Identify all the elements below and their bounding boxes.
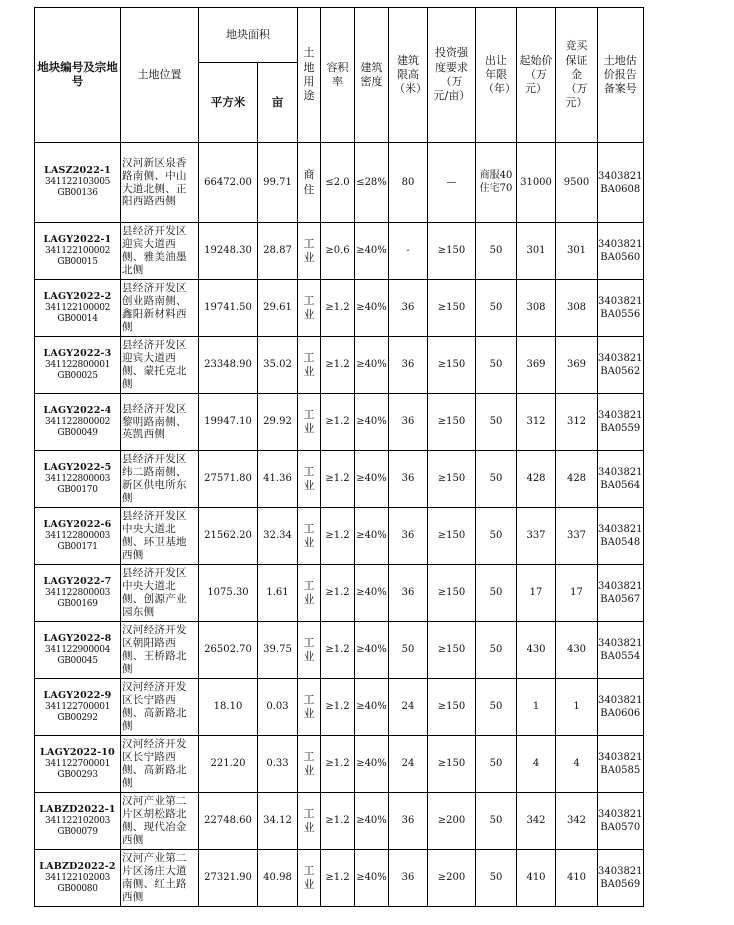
appraisal-cell: [598, 850, 644, 907]
height-cell: 50: [389, 622, 428, 679]
height-cell: 36: [389, 337, 428, 394]
parcel-code: LAGY2022-4: [43, 404, 112, 416]
area-mu-cell: 41.36: [258, 451, 298, 508]
start-price-cell: 31000: [517, 143, 556, 223]
plot-ratio-cell: ≥1.2: [321, 451, 355, 508]
zong-number-1: 341122103005: [44, 177, 111, 188]
parcel-id-cell: [35, 850, 121, 907]
start-price-cell: 342: [517, 793, 556, 850]
zong-number-2: GB00293: [57, 769, 98, 780]
height-cell: 36: [389, 565, 428, 622]
header-building-density: 建筑密度: [355, 8, 389, 143]
investment-cell: ≥150: [428, 223, 476, 280]
zong-number-2: GB00049: [57, 427, 98, 438]
area-sqm-cell: 27321.90: [199, 850, 258, 907]
appraisal-number-1: 3403821: [598, 239, 643, 250]
zong-number-2: GB00170: [57, 484, 98, 495]
zong-number-1: 341122900004: [44, 644, 111, 655]
zong-number-1: 341122800003: [44, 530, 111, 541]
zong-number-1: 341122102003: [44, 872, 111, 883]
land-use-cell: 工业: [298, 736, 321, 793]
appraisal-cell: [598, 565, 644, 622]
appraisal-cell: [598, 679, 644, 736]
table-row: [35, 337, 644, 394]
area-sqm-cell: 19947.10: [199, 394, 258, 451]
density-cell: ≥40%: [355, 850, 389, 907]
appraisal-number-2: BA0608: [600, 183, 641, 195]
parcel-code: LABZD2022-2: [39, 860, 116, 872]
header-area-sqm: 平方米: [199, 63, 258, 143]
start-price-cell: 410: [517, 850, 556, 907]
zong-number-1: 341122102003: [44, 815, 111, 826]
parcel-id-cell: [35, 736, 121, 793]
height-cell: -: [389, 223, 428, 280]
investment-cell: ≥200: [428, 850, 476, 907]
appraisal-number-1: 3403821: [598, 296, 643, 307]
appraisal-number-1: 3403821: [598, 353, 643, 364]
start-price-cell: 308: [517, 280, 556, 337]
deposit-cell: 312: [556, 394, 598, 451]
area-mu-cell: 99.71: [258, 143, 298, 223]
term-cell: 50: [476, 394, 517, 451]
location-cell: 县经济开发区中央大道北侧、环卫基地西侧: [121, 508, 199, 565]
land-use-cell: 工业: [298, 622, 321, 679]
deposit-cell: 410: [556, 850, 598, 907]
investment-cell: ≥150: [428, 679, 476, 736]
investment-cell: ≥150: [428, 508, 476, 565]
appraisal-number-2: BA0560: [600, 252, 641, 263]
investment-cell: ≥150: [428, 736, 476, 793]
start-price-cell: 428: [517, 451, 556, 508]
parcel-id-cell: [35, 223, 121, 280]
zong-number-1: 341122700001: [44, 758, 111, 769]
appraisal-number-2: BA0556: [600, 309, 641, 320]
area-sqm-cell: 1075.30: [199, 565, 258, 622]
density-cell: ≥40%: [355, 622, 389, 679]
plot-ratio-cell: ≥1.2: [321, 394, 355, 451]
table-row: [35, 679, 644, 736]
parcel-code: LAGY2022-9: [43, 689, 112, 701]
area-sqm-cell: 27571.80: [199, 451, 258, 508]
investment-cell: ≥150: [428, 622, 476, 679]
start-price-cell: 4: [517, 736, 556, 793]
area-sqm-cell: 21562.20: [199, 508, 258, 565]
location-cell: 县经济开发区黎明路南侧、英凯西侧: [121, 394, 199, 451]
land-parcel-table: [34, 7, 644, 907]
land-use-cell: 工业: [298, 337, 321, 394]
zong-number-2: GB00014: [57, 313, 98, 324]
appraisal-cell: [598, 337, 644, 394]
start-price-cell: 337: [517, 508, 556, 565]
zong-number-2: GB00015: [57, 256, 98, 267]
zong-number-1: 341122100002: [44, 302, 111, 313]
parcel-code: LAGY2022-3: [43, 347, 112, 359]
appraisal-cell: [598, 223, 644, 280]
zong-number-2: GB00169: [57, 598, 98, 609]
term-cell: 50: [476, 850, 517, 907]
appraisal-cell: [598, 622, 644, 679]
start-price-cell: 301: [517, 223, 556, 280]
deposit-cell: 1: [556, 679, 598, 736]
parcel-id-cell: [35, 622, 121, 679]
density-cell: ≥40%: [355, 565, 389, 622]
table-row: [35, 280, 644, 337]
height-cell: 36: [389, 451, 428, 508]
location-cell: 汉河经济开发区长宁路西侧、高新路北侧: [121, 736, 199, 793]
zong-number-2: GB00025: [57, 370, 98, 381]
land-use-cell: 工业: [298, 451, 321, 508]
investment-cell: ≥150: [428, 280, 476, 337]
area-sqm-cell: 221.20: [199, 736, 258, 793]
appraisal-number-2: BA0548: [600, 537, 641, 548]
density-cell: ≤28%: [355, 143, 389, 223]
appraisal-number-1: 3403821: [598, 581, 643, 592]
area-sqm-cell: 19248.30: [199, 223, 258, 280]
header-deposit: 竞买保证金（万元）: [556, 8, 598, 143]
table-row: [35, 622, 644, 679]
parcel-id-cell: [35, 679, 121, 736]
area-sqm-cell: 26502.70: [199, 622, 258, 679]
density-cell: ≥40%: [355, 736, 389, 793]
header-investment: 投资强度要求（万元/亩）: [428, 8, 476, 143]
height-cell: 24: [389, 679, 428, 736]
parcel-code: LASZ2022-1: [44, 165, 111, 177]
area-mu-cell: 29.61: [258, 280, 298, 337]
density-cell: ≥40%: [355, 394, 389, 451]
parcel-code: LAGY2022-1: [43, 233, 112, 245]
location-cell: 汉河产业第二片区胡松路北侧、现代冶金西侧: [121, 793, 199, 850]
start-price-cell: 430: [517, 622, 556, 679]
zong-number-2: GB00136: [57, 188, 98, 199]
parcel-id-cell: [35, 793, 121, 850]
zong-number-2: GB00171: [57, 541, 98, 552]
plot-ratio-cell: ≥1.2: [321, 337, 355, 394]
investment-cell: —: [428, 143, 476, 223]
investment-cell: ≥150: [428, 451, 476, 508]
term-cell: 商服40住宅70: [476, 143, 517, 223]
area-mu-cell: 32.34: [258, 508, 298, 565]
start-price-cell: 369: [517, 337, 556, 394]
height-cell: 36: [389, 394, 428, 451]
area-mu-cell: 28.87: [258, 223, 298, 280]
parcel-code: LAGY2022-6: [43, 518, 112, 530]
parcel-id-cell: [35, 565, 121, 622]
deposit-cell: 4: [556, 736, 598, 793]
plot-ratio-cell: ≥1.2: [321, 679, 355, 736]
location-cell: 县经济开发区迎宾大道西侧、蒙托克北侧: [121, 337, 199, 394]
appraisal-number-1: 3403821: [598, 467, 643, 478]
zong-number-2: GB00080: [57, 883, 98, 894]
investment-cell: ≥150: [428, 565, 476, 622]
height-cell: 36: [389, 793, 428, 850]
appraisal-cell: [598, 451, 644, 508]
table-row: [35, 223, 644, 280]
zong-number-2: GB00079: [57, 826, 98, 837]
area-mu-cell: 1.61: [258, 565, 298, 622]
area-sqm-cell: 23348.90: [199, 337, 258, 394]
land-use-cell: 工业: [298, 850, 321, 907]
location-cell: 汉河新区泉香路南侧、中山大道北侧、正阳西路西侧: [121, 143, 199, 223]
appraisal-cell: [598, 508, 644, 565]
header-appraisal: 土地估价报告备案号: [598, 8, 644, 143]
height-cell: 80: [389, 143, 428, 223]
header-height-limit: 建筑限高（米）: [389, 8, 428, 143]
area-sqm-cell: 18.10: [199, 679, 258, 736]
appraisal-number-2: BA0559: [600, 423, 641, 434]
appraisal-number-1: 3403821: [598, 410, 643, 421]
plot-ratio-cell: ≤2.0: [321, 143, 355, 223]
start-price-cell: 17: [517, 565, 556, 622]
term-cell: 50: [476, 337, 517, 394]
height-cell: 24: [389, 736, 428, 793]
density-cell: ≥40%: [355, 223, 389, 280]
term-cell: 50: [476, 223, 517, 280]
density-cell: ≥40%: [355, 793, 389, 850]
plot-ratio-cell: ≥1.2: [321, 565, 355, 622]
deposit-cell: 9500: [556, 143, 598, 223]
start-price-cell: 1: [517, 679, 556, 736]
table-row: [35, 793, 644, 850]
height-cell: 36: [389, 508, 428, 565]
zong-number-1: 341122800003: [44, 587, 111, 598]
density-cell: ≥40%: [355, 337, 389, 394]
header-location: 土地位置: [121, 8, 199, 143]
appraisal-number-1: 3403821: [598, 170, 643, 182]
parcel-id-cell: [35, 143, 121, 223]
density-cell: ≥40%: [355, 280, 389, 337]
parcel-id-cell: [35, 508, 121, 565]
parcel-code: LAGY2022-10: [40, 746, 115, 758]
location-cell: 县经济开发区纬二路南侧、新区供电所东侧: [121, 451, 199, 508]
investment-cell: ≥150: [428, 337, 476, 394]
zong-number-1: 341122800002: [44, 416, 111, 427]
investment-cell: ≥200: [428, 793, 476, 850]
location-cell: 县经济开发区创业路南侧、鑫阳新材料西侧: [121, 280, 199, 337]
appraisal-number-2: BA0567: [600, 594, 641, 605]
deposit-cell: 308: [556, 280, 598, 337]
appraisal-cell: [598, 793, 644, 850]
appraisal-cell: [598, 394, 644, 451]
header-land-use: 土地用途: [298, 8, 321, 143]
location-cell: 汉河经济开发区长宁路西侧、高新路北侧: [121, 679, 199, 736]
parcel-code: LAGY2022-7: [43, 575, 112, 587]
appraisal-number-1: 3403821: [598, 695, 643, 706]
height-cell: 36: [389, 850, 428, 907]
appraisal-cell: [598, 280, 644, 337]
zong-number-2: GB00045: [57, 655, 98, 666]
table-row: [35, 394, 644, 451]
area-mu-cell: 39.75: [258, 622, 298, 679]
area-mu-cell: 34.12: [258, 793, 298, 850]
plot-ratio-cell: ≥0.6: [321, 223, 355, 280]
term-cell: 50: [476, 679, 517, 736]
term-cell: 50: [476, 280, 517, 337]
term-cell: 50: [476, 622, 517, 679]
term-cell: 50: [476, 451, 517, 508]
header-area: 地块面积: [199, 8, 298, 63]
appraisal-number-1: 3403821: [598, 752, 643, 763]
parcel-id-cell: [35, 280, 121, 337]
deposit-cell: 369: [556, 337, 598, 394]
zong-number-1: 341122700001: [44, 701, 111, 712]
zong-number-1: 341122100002: [44, 245, 111, 256]
zong-number-2: GB00292: [57, 712, 98, 723]
appraisal-number-2: BA0569: [600, 879, 641, 890]
appraisal-cell: [598, 143, 644, 223]
area-sqm-cell: 66472.00: [199, 143, 258, 223]
header-parcel-id: 地块编号及宗地号: [35, 8, 121, 143]
deposit-cell: 430: [556, 622, 598, 679]
plot-ratio-cell: ≥1.2: [321, 736, 355, 793]
parcel-id-cell: [35, 337, 121, 394]
deposit-cell: 17: [556, 565, 598, 622]
investment-cell: ≥150: [428, 394, 476, 451]
land-use-cell: 商住: [298, 143, 321, 223]
plot-ratio-cell: ≥1.2: [321, 850, 355, 907]
area-mu-cell: 40.98: [258, 850, 298, 907]
land-use-cell: 工业: [298, 223, 321, 280]
location-cell: 汉河经济开发区朝阳路西侧、王桥路北侧: [121, 622, 199, 679]
term-cell: 50: [476, 793, 517, 850]
area-mu-cell: 0.03: [258, 679, 298, 736]
deposit-cell: 342: [556, 793, 598, 850]
land-use-cell: 工业: [298, 679, 321, 736]
appraisal-cell: [598, 736, 644, 793]
appraisal-number-2: BA0554: [600, 651, 641, 662]
header-term: 出让年限（年）: [476, 8, 517, 143]
land-use-cell: 工业: [298, 394, 321, 451]
table-row: [35, 565, 644, 622]
term-cell: 50: [476, 565, 517, 622]
parcel-code: LAGY2022-5: [43, 461, 112, 473]
plot-ratio-cell: ≥1.2: [321, 622, 355, 679]
location-cell: 县经济开发区中央大道北侧、创源产业园东侧: [121, 565, 199, 622]
header-start-price: 起始价（万元）: [517, 8, 556, 143]
height-cell: 36: [389, 280, 428, 337]
area-sqm-cell: 19741.50: [199, 280, 258, 337]
term-cell: 50: [476, 736, 517, 793]
plot-ratio-cell: ≥1.2: [321, 793, 355, 850]
area-sqm-cell: 22748.60: [199, 793, 258, 850]
plot-ratio-cell: ≥1.2: [321, 280, 355, 337]
parcel-id-cell: [35, 451, 121, 508]
location-cell: 汉河产业第二片区汤庄大道南侧、红土路西侧: [121, 850, 199, 907]
appraisal-number-1: 3403821: [598, 866, 643, 877]
deposit-cell: 301: [556, 223, 598, 280]
density-cell: ≥40%: [355, 679, 389, 736]
deposit-cell: 337: [556, 508, 598, 565]
zong-number-1: 341122800003: [44, 473, 111, 484]
table-row: [35, 736, 644, 793]
table-row: [35, 143, 644, 223]
appraisal-number-1: 3403821: [598, 809, 643, 820]
plot-ratio-cell: ≥1.2: [321, 508, 355, 565]
land-use-cell: 工业: [298, 280, 321, 337]
parcel-code: LAGY2022-2: [43, 290, 112, 302]
deposit-cell: 428: [556, 451, 598, 508]
appraisal-number-2: BA0564: [600, 480, 641, 491]
appraisal-number-2: BA0562: [600, 366, 641, 377]
parcel-id-cell: [35, 394, 121, 451]
appraisal-number-2: BA0606: [600, 708, 641, 719]
density-cell: ≥40%: [355, 451, 389, 508]
term-cell: 50: [476, 508, 517, 565]
appraisal-number-2: BA0570: [600, 822, 641, 833]
land-use-cell: 工业: [298, 793, 321, 850]
table-row: [35, 451, 644, 508]
table-row: [35, 850, 644, 907]
start-price-cell: 312: [517, 394, 556, 451]
area-mu-cell: 0.33: [258, 736, 298, 793]
appraisal-number-2: BA0585: [600, 765, 641, 776]
table-row: [35, 508, 644, 565]
land-use-cell: 工业: [298, 565, 321, 622]
location-cell: 县经济开发区迎宾大道西侧、雅美油墨北侧: [121, 223, 199, 280]
density-cell: ≥40%: [355, 508, 389, 565]
parcel-code: LAGY2022-8: [43, 632, 112, 644]
appraisal-number-1: 3403821: [598, 638, 643, 649]
header-area-mu: 亩: [258, 63, 298, 143]
appraisal-number-1: 3403821: [598, 524, 643, 535]
land-use-cell: 工业: [298, 508, 321, 565]
parcel-code: LABZD2022-1: [39, 803, 116, 815]
area-mu-cell: 35.02: [258, 337, 298, 394]
zong-number-1: 341122800001: [44, 359, 111, 370]
header-plot-ratio: 容积率: [321, 8, 355, 143]
area-mu-cell: 29.92: [258, 394, 298, 451]
